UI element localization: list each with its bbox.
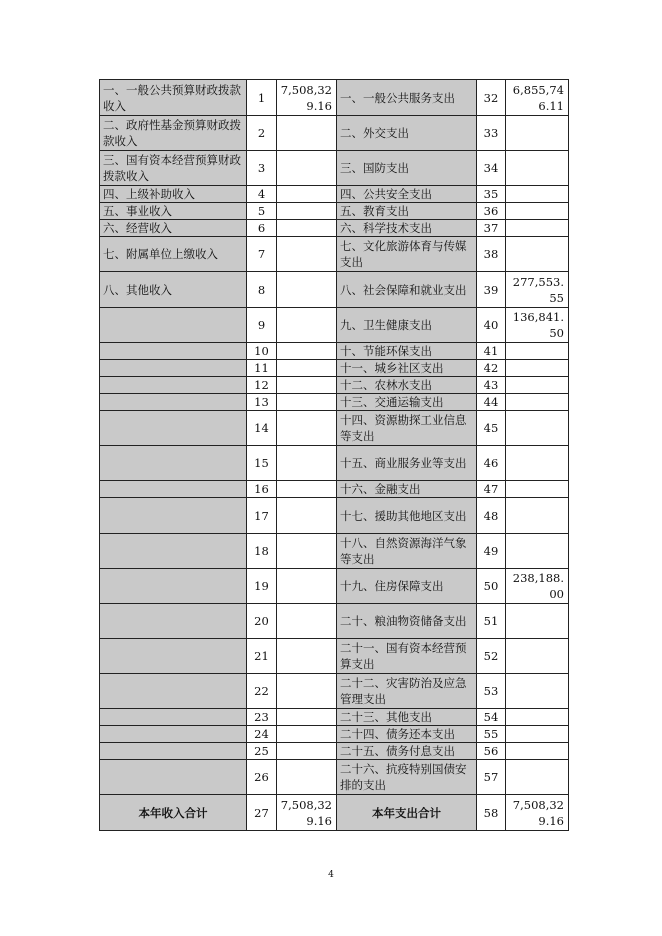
total-income-amount: 7,508,329.16 xyxy=(277,795,337,831)
income-item-cell xyxy=(100,394,247,411)
budget-table xyxy=(99,79,569,831)
expense-item-cell: 二十四、债务还本支出 xyxy=(337,726,477,743)
expense-line-no-cell: 55 xyxy=(477,726,506,743)
income-amount-cell: 7,508,329.16 xyxy=(277,80,337,116)
expense-amount-cell xyxy=(506,220,569,237)
income-line-no-cell: 8 xyxy=(247,272,277,308)
expense-item-cell: 十、节能环保支出 xyxy=(337,343,477,360)
income-line-no-cell: 19 xyxy=(247,569,277,604)
income-item-cell xyxy=(100,726,247,743)
income-item-cell: 六、经营收入 xyxy=(100,220,247,237)
table-row xyxy=(100,569,569,604)
income-amount-cell xyxy=(277,272,337,308)
expense-item-cell: 二十二、灾害防治及应急管理支出 xyxy=(337,674,477,709)
expense-item-cell: 一、一般公共服务支出 xyxy=(337,80,477,116)
table-row xyxy=(100,743,569,760)
income-item-cell xyxy=(100,760,247,795)
table-row xyxy=(100,726,569,743)
income-line-no-cell: 15 xyxy=(247,446,277,481)
income-item-cell xyxy=(100,534,247,569)
expense-line-no-cell: 42 xyxy=(477,360,506,377)
table-row xyxy=(100,186,569,203)
expense-amount-cell xyxy=(506,639,569,674)
expense-item-cell: 十五、商业服务业等支出 xyxy=(337,446,477,481)
expense-amount-cell: 277,553.55 xyxy=(506,272,569,308)
income-item-cell xyxy=(100,639,247,674)
table-row xyxy=(100,360,569,377)
total-income-label: 本年收入合计 xyxy=(100,795,247,831)
income-amount-cell xyxy=(277,446,337,481)
expense-amount-cell xyxy=(506,498,569,534)
income-item-cell xyxy=(100,604,247,639)
expense-line-no-cell: 45 xyxy=(477,411,506,446)
income-item-cell xyxy=(100,481,247,498)
expense-line-no-cell: 50 xyxy=(477,569,506,604)
income-line-no-cell: 2 xyxy=(247,116,277,151)
expense-item-cell: 二十六、抗疫特别国债安排的支出 xyxy=(337,760,477,795)
table-row xyxy=(100,116,569,151)
income-line-no-cell: 14 xyxy=(247,411,277,446)
income-amount-cell xyxy=(277,498,337,534)
income-amount-cell xyxy=(277,481,337,498)
expense-amount-cell: 6,855,746.11 xyxy=(506,80,569,116)
income-item-cell xyxy=(100,569,247,604)
expense-item-cell: 六、科学技术支出 xyxy=(337,220,477,237)
expense-amount-cell xyxy=(506,343,569,360)
table-row xyxy=(100,308,569,343)
expense-line-no-cell: 56 xyxy=(477,743,506,760)
income-line-no-cell: 3 xyxy=(247,151,277,186)
table-row xyxy=(100,481,569,498)
income-line-no-cell: 21 xyxy=(247,639,277,674)
budget-table-body xyxy=(100,80,569,831)
table-row xyxy=(100,151,569,186)
table-row xyxy=(100,498,569,534)
expense-amount-cell xyxy=(506,604,569,639)
income-item-cell xyxy=(100,343,247,360)
table-row xyxy=(100,709,569,726)
income-amount-cell xyxy=(277,743,337,760)
expense-line-no-cell: 57 xyxy=(477,760,506,795)
expense-amount-cell xyxy=(506,674,569,709)
income-amount-cell xyxy=(277,237,337,272)
expense-item-cell: 七、文化旅游体育与传媒支出 xyxy=(337,237,477,272)
income-item-cell xyxy=(100,674,247,709)
expense-item-cell: 二十、粮油物资储备支出 xyxy=(337,604,477,639)
income-amount-cell xyxy=(277,377,337,394)
income-item-cell: 一、一般公共预算财政拨款收入 xyxy=(100,80,247,116)
income-line-no-cell: 20 xyxy=(247,604,277,639)
income-line-no-cell: 9 xyxy=(247,308,277,343)
table-row xyxy=(100,394,569,411)
expense-amount-cell xyxy=(506,534,569,569)
table-row xyxy=(100,237,569,272)
income-item-cell xyxy=(100,498,247,534)
income-amount-cell xyxy=(277,343,337,360)
expense-item-cell: 八、社会保障和就业支出 xyxy=(337,272,477,308)
expense-item-cell: 二十五、债务付息支出 xyxy=(337,743,477,760)
income-amount-cell xyxy=(277,639,337,674)
table-row xyxy=(100,760,569,795)
expense-amount-cell: 238,188.00 xyxy=(506,569,569,604)
expense-line-no-cell: 49 xyxy=(477,534,506,569)
table-row xyxy=(100,80,569,116)
total-row xyxy=(100,795,569,831)
expense-amount-cell xyxy=(506,411,569,446)
table-row xyxy=(100,343,569,360)
expense-amount-cell xyxy=(506,377,569,394)
income-line-no-cell: 5 xyxy=(247,203,277,220)
income-line-no-cell: 10 xyxy=(247,343,277,360)
expense-line-no-cell: 53 xyxy=(477,674,506,709)
expense-item-cell: 十七、援助其他地区支出 xyxy=(337,498,477,534)
income-line-no-cell: 11 xyxy=(247,360,277,377)
expense-amount-cell xyxy=(506,151,569,186)
income-amount-cell xyxy=(277,360,337,377)
income-line-no-cell: 22 xyxy=(247,674,277,709)
expense-amount-cell xyxy=(506,760,569,795)
expense-line-no-cell: 34 xyxy=(477,151,506,186)
expense-line-no-cell: 41 xyxy=(477,343,506,360)
income-item-cell: 八、其他收入 xyxy=(100,272,247,308)
income-item-cell xyxy=(100,377,247,394)
expense-item-cell: 二、外交支出 xyxy=(337,116,477,151)
expense-amount-cell xyxy=(506,481,569,498)
expense-line-no-cell: 54 xyxy=(477,709,506,726)
expense-amount-cell xyxy=(506,116,569,151)
table-row xyxy=(100,203,569,220)
income-item-cell xyxy=(100,360,247,377)
table-row xyxy=(100,534,569,569)
expense-line-no-cell: 38 xyxy=(477,237,506,272)
expense-line-no-cell: 40 xyxy=(477,308,506,343)
expense-line-no-cell: 32 xyxy=(477,80,506,116)
table-row xyxy=(100,446,569,481)
table-row xyxy=(100,674,569,709)
income-line-no-cell: 13 xyxy=(247,394,277,411)
expense-amount-cell xyxy=(506,186,569,203)
expense-item-cell: 十九、住房保障支出 xyxy=(337,569,477,604)
expense-line-no-cell: 43 xyxy=(477,377,506,394)
page-number: 4 xyxy=(328,870,334,880)
table-row xyxy=(100,220,569,237)
expense-amount-cell xyxy=(506,446,569,481)
table-row xyxy=(100,377,569,394)
income-line-no-cell: 25 xyxy=(247,743,277,760)
income-item-cell xyxy=(100,411,247,446)
income-amount-cell xyxy=(277,674,337,709)
income-amount-cell xyxy=(277,151,337,186)
expense-amount-cell xyxy=(506,743,569,760)
expense-line-no-cell: 44 xyxy=(477,394,506,411)
expense-item-cell: 五、教育支出 xyxy=(337,203,477,220)
income-amount-cell xyxy=(277,760,337,795)
expense-item-cell: 十一、城乡社区支出 xyxy=(337,360,477,377)
income-amount-cell xyxy=(277,604,337,639)
income-item-cell: 二、政府性基金预算财政拨款收入 xyxy=(100,116,247,151)
expense-line-no-cell: 47 xyxy=(477,481,506,498)
income-amount-cell xyxy=(277,534,337,569)
income-line-no-cell: 17 xyxy=(247,498,277,534)
expense-item-cell: 九、卫生健康支出 xyxy=(337,308,477,343)
expense-amount-cell xyxy=(506,394,569,411)
expense-line-no-cell: 35 xyxy=(477,186,506,203)
expense-line-no-cell: 37 xyxy=(477,220,506,237)
income-amount-cell xyxy=(277,394,337,411)
expense-amount-cell xyxy=(506,237,569,272)
income-line-no-cell: 7 xyxy=(247,237,277,272)
expense-line-no-cell: 36 xyxy=(477,203,506,220)
expense-amount-cell xyxy=(506,726,569,743)
table-row xyxy=(100,411,569,446)
expense-line-no-cell: 33 xyxy=(477,116,506,151)
expense-amount-cell xyxy=(506,360,569,377)
expense-amount-cell xyxy=(506,709,569,726)
income-amount-cell xyxy=(277,411,337,446)
expense-item-cell: 十二、农林水支出 xyxy=(337,377,477,394)
expense-line-no-cell: 46 xyxy=(477,446,506,481)
income-item-cell xyxy=(100,709,247,726)
income-line-no-cell: 26 xyxy=(247,760,277,795)
income-line-no-cell: 16 xyxy=(247,481,277,498)
expense-item-cell: 二十三、其他支出 xyxy=(337,709,477,726)
table-row xyxy=(100,272,569,308)
income-amount-cell xyxy=(277,569,337,604)
income-amount-cell xyxy=(277,203,337,220)
expense-line-no-cell: 51 xyxy=(477,604,506,639)
income-amount-cell xyxy=(277,220,337,237)
income-item-cell xyxy=(100,308,247,343)
expense-item-cell: 四、公共安全支出 xyxy=(337,186,477,203)
income-amount-cell xyxy=(277,116,337,151)
income-item-cell: 七、附属单位上缴收入 xyxy=(100,237,247,272)
table-row xyxy=(100,604,569,639)
expense-item-cell: 十三、交通运输支出 xyxy=(337,394,477,411)
expense-line-no-cell: 48 xyxy=(477,498,506,534)
income-amount-cell xyxy=(277,726,337,743)
expense-item-cell: 十八、自然资源海洋气象等支出 xyxy=(337,534,477,569)
expense-amount-cell xyxy=(506,203,569,220)
table-row xyxy=(100,639,569,674)
income-item-cell: 四、上级补助收入 xyxy=(100,186,247,203)
expense-amount-cell: 136,841.50 xyxy=(506,308,569,343)
income-item-cell: 三、国有资本经营预算财政拨款收入 xyxy=(100,151,247,186)
income-line-no-cell: 12 xyxy=(247,377,277,394)
expense-item-cell: 三、国防支出 xyxy=(337,151,477,186)
total-expense-amount: 7,508,329.16 xyxy=(506,795,569,831)
income-amount-cell xyxy=(277,308,337,343)
income-amount-cell xyxy=(277,709,337,726)
expense-item-cell: 二十一、国有资本经营预算支出 xyxy=(337,639,477,674)
income-amount-cell xyxy=(277,186,337,203)
income-item-cell xyxy=(100,743,247,760)
income-line-no-cell: 24 xyxy=(247,726,277,743)
expense-item-cell: 十四、资源勘探工业信息等支出 xyxy=(337,411,477,446)
income-line-no-cell: 4 xyxy=(247,186,277,203)
total-expense-line-no: 58 xyxy=(477,795,506,831)
income-line-no-cell: 23 xyxy=(247,709,277,726)
expense-line-no-cell: 52 xyxy=(477,639,506,674)
income-line-no-cell: 6 xyxy=(247,220,277,237)
income-item-cell xyxy=(100,446,247,481)
total-income-line-no: 27 xyxy=(247,795,277,831)
total-expense-label: 本年支出合计 xyxy=(337,795,477,831)
expense-line-no-cell: 39 xyxy=(477,272,506,308)
income-line-no-cell: 18 xyxy=(247,534,277,569)
expense-item-cell: 十六、金融支出 xyxy=(337,481,477,498)
income-item-cell: 五、事业收入 xyxy=(100,203,247,220)
income-line-no-cell: 1 xyxy=(247,80,277,116)
